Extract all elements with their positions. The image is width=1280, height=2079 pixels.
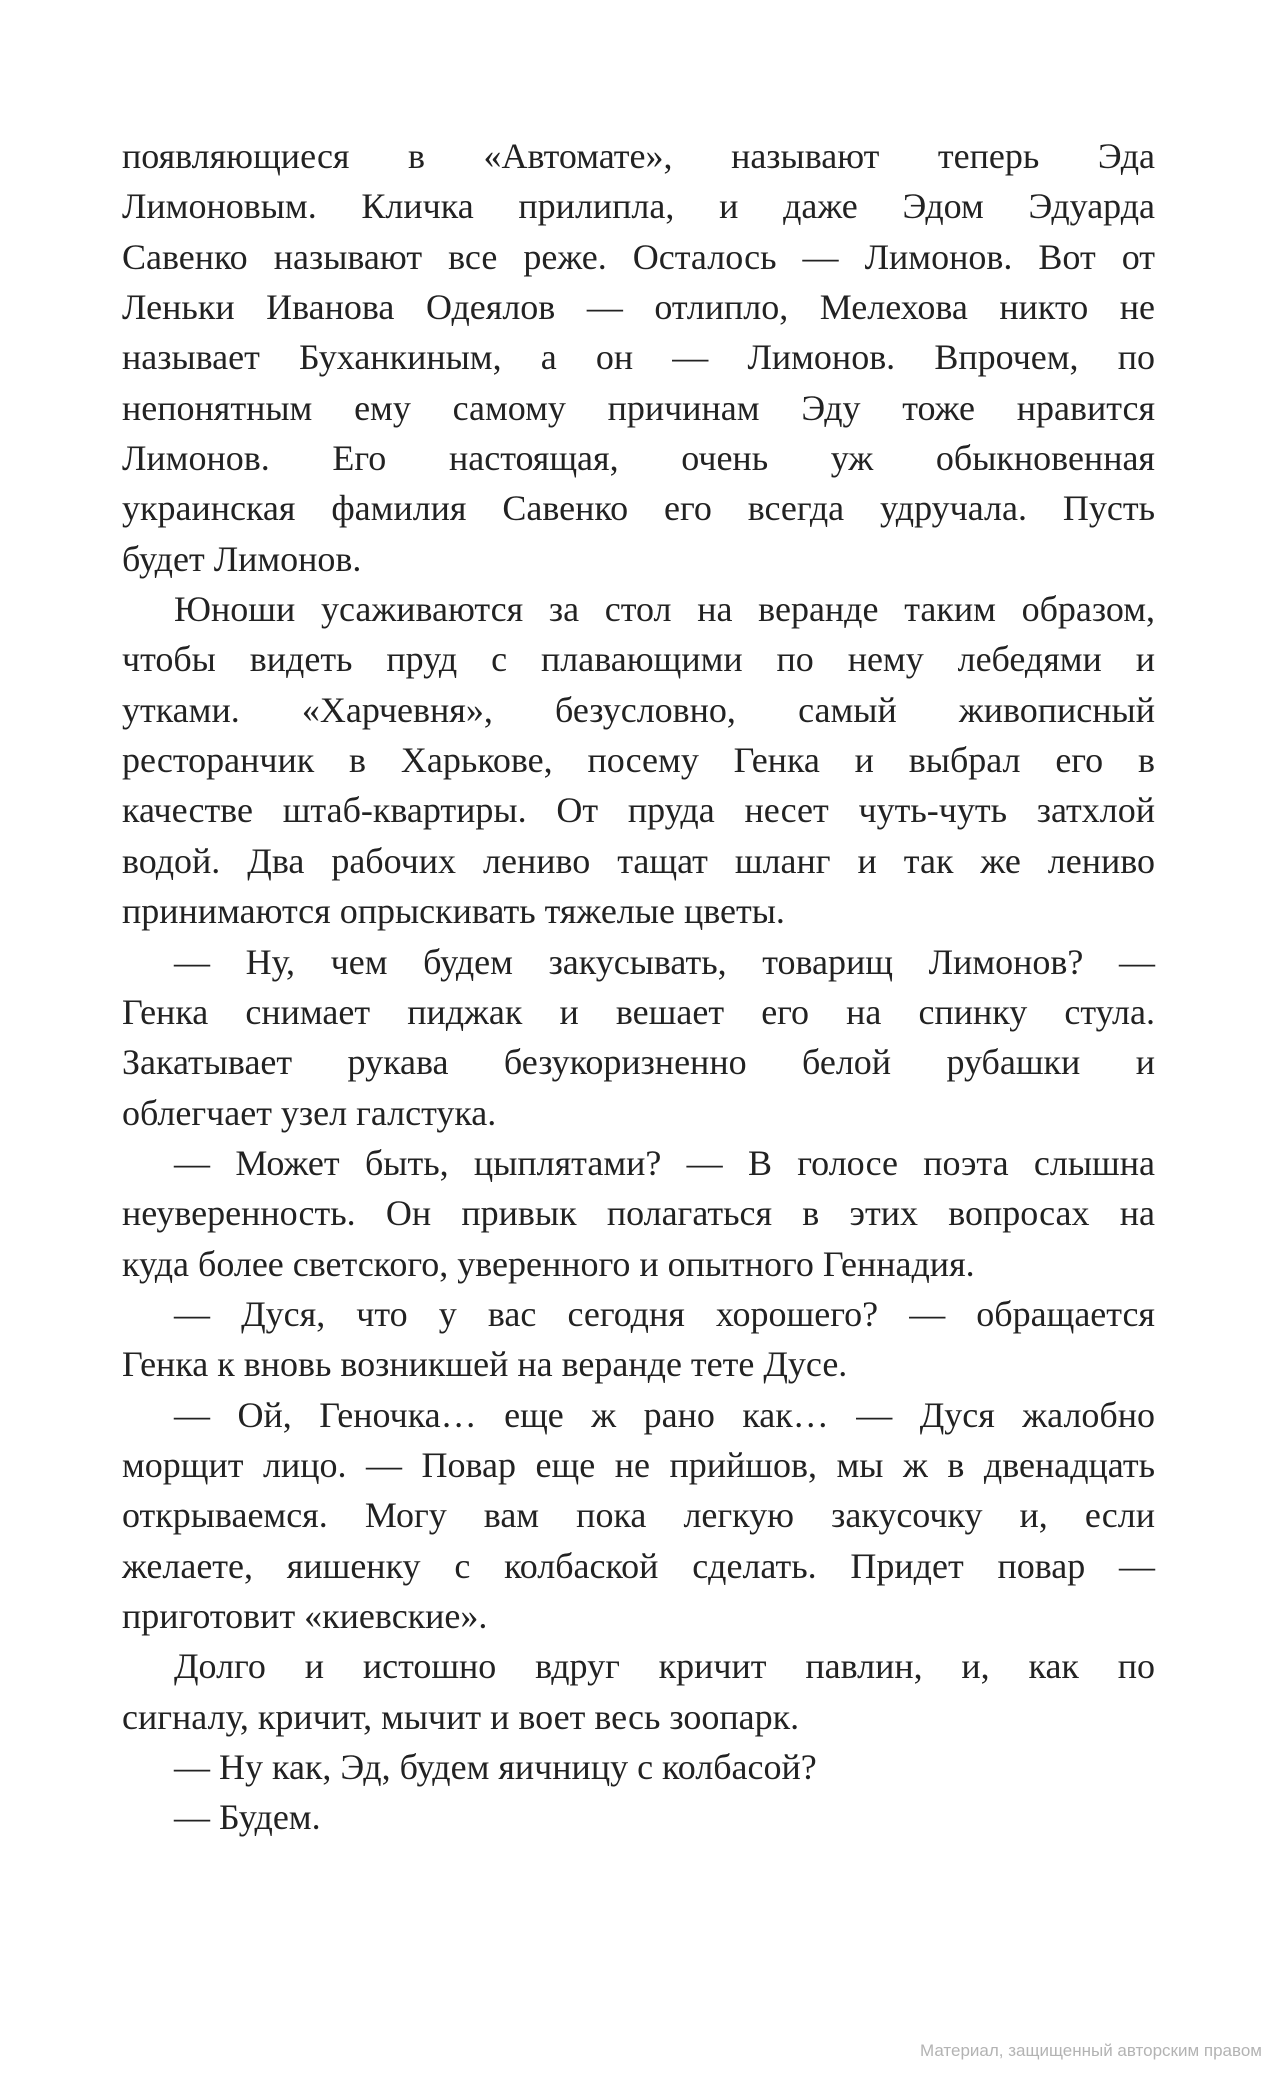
text-line: принимаются опрыскивать тяжелые цветы. — [122, 891, 785, 932]
text-line: желаете, яишенку с колбаской сделать. Придет повар — — [122, 1545, 1155, 1586]
text-line: непонятным ему самому причинам Эду тоже нравится — [122, 387, 1155, 428]
text-line: — Ой, Геночка… еще ж рано как… — Дуся жалобно — [174, 1394, 1155, 1435]
text-line: куда более светского, уверенного и опытного Геннадия. — [122, 1243, 975, 1284]
text-line: — Ну как, Эд, будем яичницу с колбасой? — [174, 1747, 817, 1787]
paragraph — [122, 131, 1155, 584]
paragraph — [122, 1289, 1155, 1390]
paragraph — [122, 1641, 1155, 1742]
text-line: облегчает узел галстука. — [122, 1092, 497, 1133]
text-line: Долго и истошно вдруг кричит павлин, и, как по — [174, 1646, 1155, 1687]
text-line: чтобы видеть пруд с плавающими по нему лебедями и — [122, 639, 1155, 680]
text-column — [122, 131, 1155, 1843]
text-line: называет Буханкиным, а он — Лимонов. Впрочем, по — [122, 337, 1155, 378]
text-line: Савенко называют все реже. Осталось — Лимонов. Вот от — [122, 236, 1155, 277]
paragraph — [122, 1742, 1155, 1792]
text-line: появляющиеся в «Автомате», называют теперь Эда — [122, 136, 1155, 176]
copyright-watermark: Материал, защищенный авторским правом — [919, 2041, 1262, 2060]
text-line: водой. Два рабочих лениво тащат шланг и так же лениво — [122, 840, 1155, 881]
text-line: приготовит «киевские». — [122, 1595, 488, 1636]
text-line: открываемся. Могу вам пока легкую закусочку и, если — [122, 1495, 1155, 1536]
text-line: сигналу, кричит, мычит и воет весь зоопарк. — [122, 1696, 800, 1737]
paragraph — [122, 1792, 1155, 1842]
text-line: Закатывает рукава безукоризненно белой рубашки и — [122, 1042, 1155, 1083]
text-line: — Может быть, цыплятами? — В голосе поэта слышна — [174, 1142, 1155, 1183]
text-line: Генка к вновь возникшей на веранде тете Дусе. — [122, 1344, 848, 1385]
text-line: будет Лимонов. — [122, 538, 362, 579]
text-line: украинская фамилия Савенко его всегда удручала. Пусть — [122, 488, 1155, 529]
text-line: Лимонов. Его настоящая, очень уж обыкновенная — [122, 438, 1155, 479]
text-line: Леньки Иванова Одеялов — отлипло, Мелехова никто не — [122, 287, 1155, 328]
text-line: Генка снимает пиджак и вешает его на спинку стула. — [122, 991, 1155, 1032]
text-line: неуверенность. Он привык полагаться в этих вопросах на — [122, 1193, 1155, 1234]
paragraph — [122, 584, 1155, 936]
text-line: утками. «Харчевня», безусловно, самый живописный — [122, 689, 1155, 730]
text-line: качестве штаб-квартиры. От пруда несет чуть-чуть затхлой — [122, 790, 1155, 831]
text-line: — Будем. — [174, 1797, 321, 1838]
paragraph — [122, 1138, 1155, 1289]
text-line: — Ну, чем будем закусывать, товарищ Лимонов? — — [174, 941, 1155, 982]
text-line: морщит лицо. — Повар еще не прийшов, мы ж в двенадцать — [122, 1444, 1155, 1485]
text-line: ресторанчик в Харькове, посему Генка и выбрал его в — [122, 740, 1155, 781]
paragraph — [122, 937, 1155, 1138]
text-line: Юноши усаживаются за стол на веранде таким образом, — [174, 589, 1155, 630]
paragraph — [122, 1390, 1155, 1642]
text-line: — Дуся, что у вас сегодня хорошего? — обращается — [174, 1293, 1155, 1334]
text-line: Лимоновым. Кличка прилипла, и даже Эдом Эдуарда — [122, 186, 1155, 227]
